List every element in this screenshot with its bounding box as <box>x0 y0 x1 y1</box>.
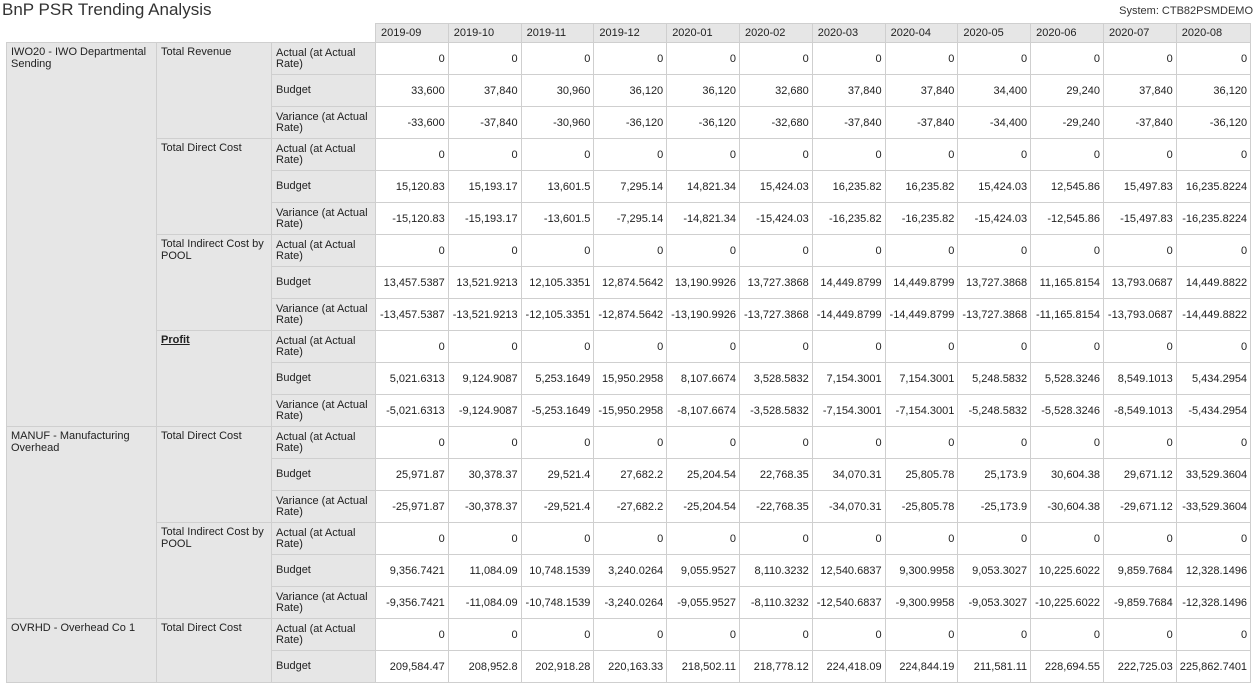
value-cell: 37,840 <box>1103 75 1176 107</box>
value-cell: 0 <box>448 139 521 171</box>
value-cell: 0 <box>1176 139 1250 171</box>
measure-cell: Budget <box>272 75 376 107</box>
value-cell: 0 <box>958 331 1031 363</box>
period-header[interactable]: 2019-09 <box>376 24 449 43</box>
value-cell: 0 <box>1176 523 1250 555</box>
value-cell: -5,434.2954 <box>1176 395 1250 427</box>
value-cell: -33,600 <box>376 107 449 139</box>
measure-cell: Budget <box>272 555 376 587</box>
table-row <box>7 619 1251 651</box>
period-header[interactable]: 2020-08 <box>1176 24 1250 43</box>
value-cell: 0 <box>376 43 449 75</box>
value-cell: -13,457.5387 <box>376 299 449 331</box>
value-cell: -12,328.1496 <box>1176 587 1250 619</box>
value-cell: 0 <box>958 235 1031 267</box>
value-cell: 12,874.5642 <box>594 267 667 299</box>
value-cell: 13,521.9213 <box>448 267 521 299</box>
value-cell: -11,165.8154 <box>1031 299 1104 331</box>
table-row <box>7 331 1251 363</box>
value-cell: 0 <box>1103 331 1176 363</box>
value-cell: -13,727.3868 <box>958 299 1031 331</box>
value-cell: 0 <box>885 235 958 267</box>
measure-cell: Variance (at Actual Rate) <box>272 107 376 139</box>
period-header[interactable]: 2020-05 <box>958 24 1031 43</box>
value-cell: 0 <box>376 331 449 363</box>
value-cell: 36,120 <box>594 75 667 107</box>
value-cell: 15,950.2958 <box>594 363 667 395</box>
value-cell: 0 <box>376 235 449 267</box>
period-header[interactable]: 2020-01 <box>667 24 740 43</box>
value-cell: 0 <box>667 523 740 555</box>
account-cell: Total Indirect Cost by POOL <box>157 235 272 331</box>
account-cell: Total Indirect Cost by POOL <box>157 523 272 619</box>
value-cell: -9,053.3027 <box>958 587 1031 619</box>
value-cell: 7,154.3001 <box>812 363 885 395</box>
value-cell: -29,671.12 <box>1103 491 1176 523</box>
value-cell: 0 <box>885 43 958 75</box>
account-cell <box>157 331 272 427</box>
value-cell: 0 <box>812 427 885 459</box>
value-cell: -12,545.86 <box>1031 203 1104 235</box>
table-row <box>7 523 1251 555</box>
value-cell: 14,821.34 <box>667 171 740 203</box>
value-cell: 9,053.3027 <box>958 555 1031 587</box>
value-cell: -13,601.5 <box>521 203 594 235</box>
value-cell: -16,235.8224 <box>1176 203 1250 235</box>
value-cell: 10,225.6022 <box>1031 555 1104 587</box>
value-cell: 30,960 <box>521 75 594 107</box>
account-cell: Total Revenue <box>157 43 272 139</box>
value-cell: -25,173.9 <box>958 491 1031 523</box>
value-cell: -25,204.54 <box>667 491 740 523</box>
measure-cell: Actual (at Actual Rate) <box>272 619 376 651</box>
value-cell: 0 <box>667 235 740 267</box>
value-cell: 0 <box>1103 139 1176 171</box>
value-cell: 27,682.2 <box>594 459 667 491</box>
value-cell: -15,950.2958 <box>594 395 667 427</box>
value-cell: 0 <box>521 427 594 459</box>
value-cell: -30,378.37 <box>448 491 521 523</box>
account-cell: Total Direct Cost <box>157 139 272 235</box>
value-cell: 12,105.3351 <box>521 267 594 299</box>
value-cell: 0 <box>1103 43 1176 75</box>
value-cell: 13,190.9926 <box>667 267 740 299</box>
value-cell: 0 <box>521 331 594 363</box>
value-cell: 0 <box>594 523 667 555</box>
value-cell: -3,240.0264 <box>594 587 667 619</box>
value-cell: 7,295.14 <box>594 171 667 203</box>
value-cell: 37,840 <box>812 75 885 107</box>
value-cell: 202,918.28 <box>521 651 594 683</box>
value-cell: -9,859.7684 <box>1103 587 1176 619</box>
value-cell: 0 <box>448 43 521 75</box>
period-header[interactable]: 2020-02 <box>739 24 812 43</box>
value-cell: 13,601.5 <box>521 171 594 203</box>
value-cell: 0 <box>521 619 594 651</box>
value-cell: -5,248.5832 <box>958 395 1031 427</box>
measure-cell: Budget <box>272 171 376 203</box>
value-cell: 0 <box>812 331 885 363</box>
value-cell: 13,727.3868 <box>739 267 812 299</box>
value-cell: 0 <box>739 43 812 75</box>
value-cell: 9,356.7421 <box>376 555 449 587</box>
value-cell: 16,235.82 <box>885 171 958 203</box>
value-cell: -10,748.1539 <box>521 587 594 619</box>
value-cell: 0 <box>739 235 812 267</box>
value-cell: -5,528.3246 <box>1031 395 1104 427</box>
value-cell: 0 <box>667 427 740 459</box>
period-header[interactable]: 2020-06 <box>1031 24 1104 43</box>
value-cell: 12,545.86 <box>1031 171 1104 203</box>
value-cell: 0 <box>1103 619 1176 651</box>
period-header[interactable]: 2020-03 <box>812 24 885 43</box>
value-cell: 222,725.03 <box>1103 651 1176 683</box>
value-cell: -14,449.8799 <box>885 299 958 331</box>
corner-blank <box>7 24 376 43</box>
value-cell: 14,449.8799 <box>812 267 885 299</box>
value-cell: 10,748.1539 <box>521 555 594 587</box>
value-cell: 15,120.83 <box>376 171 449 203</box>
value-cell: 3,240.0264 <box>594 555 667 587</box>
dimension-cell: OVRHD - Overhead Co 1 <box>7 619 157 683</box>
value-cell: 0 <box>448 331 521 363</box>
measure-cell: Budget <box>272 651 376 683</box>
value-cell: -15,193.17 <box>448 203 521 235</box>
value-cell: 22,768.35 <box>739 459 812 491</box>
value-cell: 0 <box>958 427 1031 459</box>
value-cell: 0 <box>812 235 885 267</box>
value-cell: 0 <box>812 619 885 651</box>
value-cell: 13,727.3868 <box>958 267 1031 299</box>
table-row <box>7 43 1251 75</box>
dimension-cell: MANUF - Manufacturing Overhead <box>7 427 157 619</box>
value-cell: 37,840 <box>448 75 521 107</box>
value-cell: 37,840 <box>885 75 958 107</box>
value-cell: 15,193.17 <box>448 171 521 203</box>
value-cell: 208,952.8 <box>448 651 521 683</box>
value-cell: 0 <box>376 619 449 651</box>
value-cell: -30,960 <box>521 107 594 139</box>
header-row <box>7 24 1251 43</box>
value-cell: 11,165.8154 <box>1031 267 1104 299</box>
value-cell: 25,805.78 <box>885 459 958 491</box>
measure-cell: Variance (at Actual Rate) <box>272 491 376 523</box>
dimension-cell: IWO20 - IWO Departmental Sending <box>7 43 157 427</box>
value-cell: -36,120 <box>594 107 667 139</box>
value-cell: 30,378.37 <box>448 459 521 491</box>
value-cell: 12,540.6837 <box>812 555 885 587</box>
value-cell: 12,328.1496 <box>1176 555 1250 587</box>
value-cell: 29,521.4 <box>521 459 594 491</box>
value-cell: 0 <box>885 139 958 171</box>
page-title: BnP PSR Trending Analysis <box>2 0 212 19</box>
value-cell: -7,295.14 <box>594 203 667 235</box>
value-cell: 5,021.6313 <box>376 363 449 395</box>
value-cell: 5,248.5832 <box>958 363 1031 395</box>
value-cell: -30,604.38 <box>1031 491 1104 523</box>
period-header[interactable]: 2019-10 <box>448 24 521 43</box>
value-cell: 36,120 <box>667 75 740 107</box>
value-cell: -33,529.3604 <box>1176 491 1250 523</box>
measure-cell: Budget <box>272 267 376 299</box>
value-cell: 0 <box>739 523 812 555</box>
value-cell: 0 <box>958 43 1031 75</box>
value-cell: 0 <box>521 523 594 555</box>
value-cell: -22,768.35 <box>739 491 812 523</box>
value-cell: 0 <box>1031 523 1104 555</box>
value-cell: 0 <box>739 619 812 651</box>
value-cell: 33,600 <box>376 75 449 107</box>
value-cell: -29,521.4 <box>521 491 594 523</box>
value-cell: 14,449.8822 <box>1176 267 1250 299</box>
value-cell: 218,778.12 <box>739 651 812 683</box>
value-cell: 0 <box>885 619 958 651</box>
value-cell: 0 <box>885 331 958 363</box>
table-row <box>7 139 1251 171</box>
value-cell: 0 <box>812 523 885 555</box>
value-cell: 13,793.0687 <box>1103 267 1176 299</box>
value-cell: -5,253.1649 <box>521 395 594 427</box>
value-cell: 224,844.19 <box>885 651 958 683</box>
value-cell: 0 <box>521 139 594 171</box>
value-cell: 0 <box>739 139 812 171</box>
value-cell: 0 <box>812 43 885 75</box>
measure-cell: Actual (at Actual Rate) <box>272 331 376 363</box>
value-cell: 9,055.9527 <box>667 555 740 587</box>
value-cell: 0 <box>739 331 812 363</box>
table-row <box>7 235 1251 267</box>
value-cell: 29,240 <box>1031 75 1104 107</box>
value-cell: -15,424.03 <box>958 203 1031 235</box>
value-cell: 0 <box>885 523 958 555</box>
value-cell: -14,449.8799 <box>812 299 885 331</box>
value-cell: -12,105.3351 <box>521 299 594 331</box>
value-cell: 0 <box>1103 427 1176 459</box>
value-cell: 5,253.1649 <box>521 363 594 395</box>
value-cell: -8,107.6674 <box>667 395 740 427</box>
value-cell: 0 <box>739 427 812 459</box>
value-cell: -8,549.1013 <box>1103 395 1176 427</box>
value-cell: 0 <box>594 619 667 651</box>
value-cell: 25,173.9 <box>958 459 1031 491</box>
value-cell: 0 <box>1031 43 1104 75</box>
value-cell: 14,449.8799 <box>885 267 958 299</box>
value-cell: 30,604.38 <box>1031 459 1104 491</box>
period-header[interactable]: 2019-12 <box>594 24 667 43</box>
value-cell: -3,528.5832 <box>739 395 812 427</box>
measure-cell: Variance (at Actual Rate) <box>272 299 376 331</box>
measure-cell: Actual (at Actual Rate) <box>272 235 376 267</box>
measure-cell: Actual (at Actual Rate) <box>272 139 376 171</box>
value-cell: 8,107.6674 <box>667 363 740 395</box>
value-cell: 36,120 <box>1176 75 1250 107</box>
period-header[interactable]: 2020-07 <box>1103 24 1176 43</box>
value-cell: 0 <box>376 523 449 555</box>
value-cell: -29,240 <box>1031 107 1104 139</box>
value-cell: -7,154.3001 <box>885 395 958 427</box>
value-cell: 0 <box>667 619 740 651</box>
value-cell: -15,424.03 <box>739 203 812 235</box>
value-cell: 16,235.82 <box>812 171 885 203</box>
value-cell: -9,055.9527 <box>667 587 740 619</box>
value-cell: 13,457.5387 <box>376 267 449 299</box>
value-cell: 0 <box>812 139 885 171</box>
value-cell: -9,124.9087 <box>448 395 521 427</box>
value-cell: -13,793.0687 <box>1103 299 1176 331</box>
account-cell: Total Direct Cost <box>157 427 272 523</box>
value-cell: -7,154.3001 <box>812 395 885 427</box>
table-row <box>7 427 1251 459</box>
value-cell: -25,971.87 <box>376 491 449 523</box>
value-cell: -11,084.09 <box>448 587 521 619</box>
account-cell: Total Direct Cost <box>157 619 272 683</box>
value-cell: -16,235.82 <box>812 203 885 235</box>
value-cell: 0 <box>594 427 667 459</box>
value-cell: 3,528.5832 <box>739 363 812 395</box>
value-cell: 0 <box>1176 235 1250 267</box>
value-cell: -14,821.34 <box>667 203 740 235</box>
value-cell: 225,862.7401 <box>1176 651 1250 683</box>
value-cell: -15,497.83 <box>1103 203 1176 235</box>
value-cell: -34,400 <box>958 107 1031 139</box>
value-cell: -9,356.7421 <box>376 587 449 619</box>
value-cell: -8,110.3232 <box>739 587 812 619</box>
value-cell: -14,449.8822 <box>1176 299 1250 331</box>
value-cell: -12,874.5642 <box>594 299 667 331</box>
value-cell: -10,225.6022 <box>1031 587 1104 619</box>
value-cell: 7,154.3001 <box>885 363 958 395</box>
value-cell: 0 <box>448 619 521 651</box>
value-cell: -13,727.3868 <box>739 299 812 331</box>
value-cell: 9,124.9087 <box>448 363 521 395</box>
value-cell: -12,540.6837 <box>812 587 885 619</box>
value-cell: -25,805.78 <box>885 491 958 523</box>
value-cell: 0 <box>667 139 740 171</box>
measure-cell: Variance (at Actual Rate) <box>272 203 376 235</box>
value-cell: -5,021.6313 <box>376 395 449 427</box>
value-cell: 0 <box>667 43 740 75</box>
value-cell: 0 <box>1176 619 1250 651</box>
measure-cell: Actual (at Actual Rate) <box>272 427 376 459</box>
value-cell: 0 <box>594 331 667 363</box>
value-cell: -32,680 <box>739 107 812 139</box>
value-cell: 0 <box>1103 235 1176 267</box>
value-cell: 0 <box>448 523 521 555</box>
value-cell: 0 <box>448 427 521 459</box>
value-cell: -37,840 <box>885 107 958 139</box>
value-cell: 224,418.09 <box>812 651 885 683</box>
value-cell: 0 <box>667 331 740 363</box>
value-cell: 0 <box>594 235 667 267</box>
value-cell: 9,859.7684 <box>1103 555 1176 587</box>
value-cell: 0 <box>1031 619 1104 651</box>
value-cell: 15,497.83 <box>1103 171 1176 203</box>
value-cell: 33,529.3604 <box>1176 459 1250 491</box>
value-cell: 0 <box>958 139 1031 171</box>
value-cell: 34,400 <box>958 75 1031 107</box>
value-cell: 0 <box>1031 427 1104 459</box>
value-cell: 29,671.12 <box>1103 459 1176 491</box>
value-cell: -13,190.9926 <box>667 299 740 331</box>
measure-cell: Actual (at Actual Rate) <box>272 523 376 555</box>
measure-cell: Variance (at Actual Rate) <box>272 587 376 619</box>
value-cell: -37,840 <box>812 107 885 139</box>
value-cell: 209,584.47 <box>376 651 449 683</box>
value-cell: 0 <box>1031 331 1104 363</box>
value-cell: 0 <box>1103 523 1176 555</box>
value-cell: 25,204.54 <box>667 459 740 491</box>
measure-cell: Budget <box>272 459 376 491</box>
value-cell: 228,694.55 <box>1031 651 1104 683</box>
value-cell: 0 <box>885 427 958 459</box>
value-cell: 0 <box>521 43 594 75</box>
value-cell: -37,840 <box>1103 107 1176 139</box>
value-cell: 16,235.8224 <box>1176 171 1250 203</box>
value-cell: 0 <box>594 139 667 171</box>
value-cell: 8,549.1013 <box>1103 363 1176 395</box>
value-cell: 32,680 <box>739 75 812 107</box>
value-cell: -34,070.31 <box>812 491 885 523</box>
value-cell: 0 <box>376 427 449 459</box>
system-label: System: CTB82PSMDEMO <box>1119 5 1253 17</box>
value-cell: -16,235.82 <box>885 203 958 235</box>
value-cell: 0 <box>521 235 594 267</box>
value-cell: 0 <box>958 523 1031 555</box>
value-cell: 0 <box>1031 139 1104 171</box>
value-cell: -27,682.2 <box>594 491 667 523</box>
value-cell: -36,120 <box>667 107 740 139</box>
measure-cell: Variance (at Actual Rate) <box>272 395 376 427</box>
value-cell: 0 <box>1176 427 1250 459</box>
value-cell: 0 <box>376 139 449 171</box>
value-cell: 25,971.87 <box>376 459 449 491</box>
value-cell: -37,840 <box>448 107 521 139</box>
value-cell: -36,120 <box>1176 107 1250 139</box>
value-cell: 5,434.2954 <box>1176 363 1250 395</box>
value-cell: -9,300.9958 <box>885 587 958 619</box>
value-cell: 15,424.03 <box>739 171 812 203</box>
measure-cell: Actual (at Actual Rate) <box>272 43 376 75</box>
measure-cell: Budget <box>272 363 376 395</box>
value-cell: -13,521.9213 <box>448 299 521 331</box>
trending-table <box>6 23 1251 683</box>
value-cell: 0 <box>958 619 1031 651</box>
value-cell: 34,070.31 <box>812 459 885 491</box>
period-header[interactable]: 2020-04 <box>885 24 958 43</box>
value-cell: -15,120.83 <box>376 203 449 235</box>
value-cell: 5,528.3246 <box>1031 363 1104 395</box>
value-cell: 220,163.33 <box>594 651 667 683</box>
value-cell: 11,084.09 <box>448 555 521 587</box>
value-cell: 211,581.11 <box>958 651 1031 683</box>
value-cell: 15,424.03 <box>958 171 1031 203</box>
value-cell: 0 <box>1176 331 1250 363</box>
value-cell: 0 <box>1176 43 1250 75</box>
value-cell: 0 <box>448 235 521 267</box>
value-cell: 218,502.11 <box>667 651 740 683</box>
value-cell: 0 <box>594 43 667 75</box>
period-header[interactable]: 2019-11 <box>521 24 594 43</box>
value-cell: 9,300.9958 <box>885 555 958 587</box>
value-cell: 8,110.3232 <box>739 555 812 587</box>
profit-link[interactable]: Profit <box>161 334 190 346</box>
value-cell: 0 <box>1031 235 1104 267</box>
